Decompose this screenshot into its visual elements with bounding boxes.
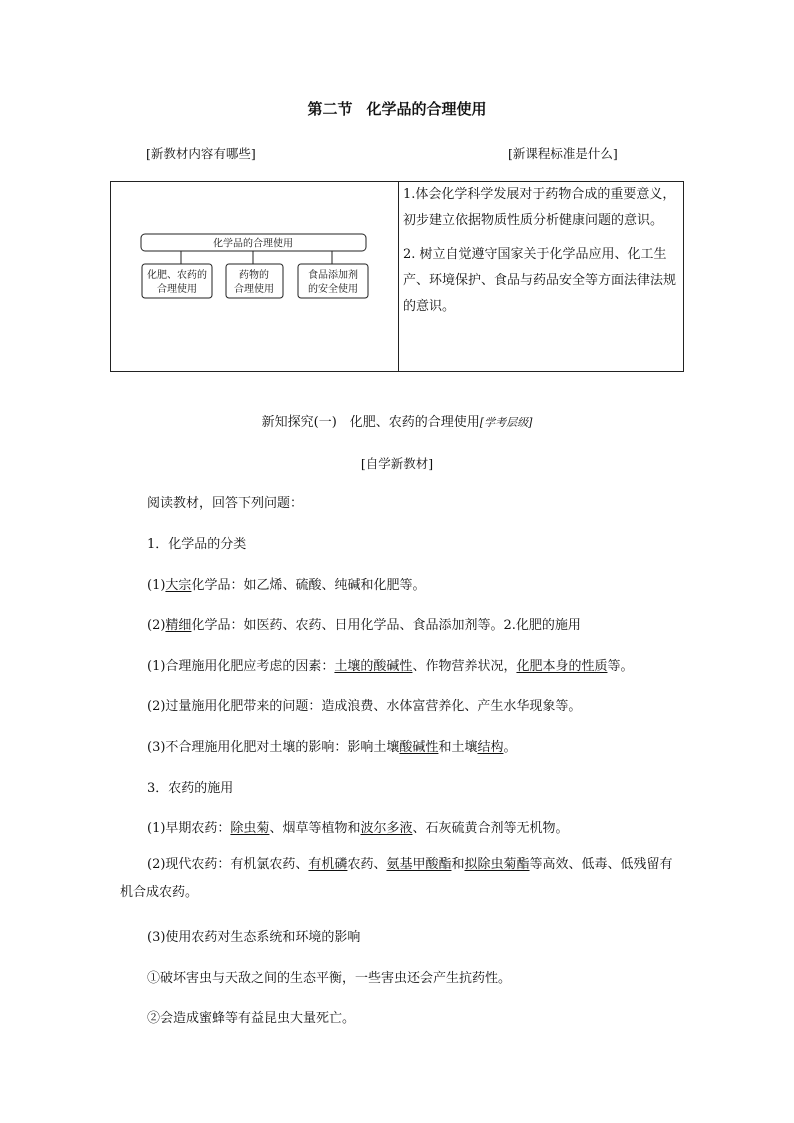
diagram-child-label: 合理使用 <box>234 284 274 295</box>
para-ecology-impact: (3)使用农药对生态系统和环境的影响 <box>147 930 361 945</box>
diagram-child-label: 药物的 <box>239 270 269 281</box>
standards-header: [新课程标准是什么] <box>508 146 618 161</box>
curriculum-standards <box>403 182 685 320</box>
para-fine-chemicals: (2)精细化学品：如医药、农药、日用化学品、食品添加剂等。2.化肥的施用 <box>147 618 581 633</box>
section-heading <box>0 411 794 430</box>
diagram-child-label: 食品添加剂 <box>308 270 358 281</box>
section-subheading: [自学新教材] <box>360 456 434 471</box>
heading-classification: 1．化学品的分类 <box>147 537 247 552</box>
title-section-number: 第二节 <box>307 100 353 118</box>
diagram-child-label: 合理使用 <box>157 284 197 295</box>
para-fertilizer-overuse: (2)过量施用化肥带来的问题：造成浪费、水体富营养化、产生水华现象等。 <box>147 699 582 714</box>
para-modern-pesticides: (2)现代农药：有机氯农药、有机磷农药、氨基甲酸酯和拟除虫菊酯等高效、低毒、低残留有机合成农药。 <box>120 857 673 900</box>
level-tag: [学考层级] <box>479 416 533 429</box>
para-ecology-item-2: ②会造成蜜蜂等有益昆虫大量死亡。 <box>147 1011 356 1026</box>
standard-item-1: 1.体会化学科学发展对于药物合成的重要意义，初步建立依据物质性质分析健康问题的意识。 <box>403 187 676 228</box>
para-fertilizer-factors: (1)合理施用化肥应考虑的因素：土壤的酸碱性、作物营养状况，化肥本身的性质等。 <box>147 659 634 674</box>
diagram-child-label: 化肥、农药的 <box>147 270 207 281</box>
page-title <box>0 98 794 119</box>
intro-text: 阅读教材，回答下列问题： <box>147 496 304 511</box>
para-ecology-item-1: ①破坏害虫与天敌之间的生态平衡，一些害虫还会产生抗药性。 <box>147 971 512 986</box>
para-bulk-chemicals: (1)大宗化学品：如乙烯、硫酸、纯碱和化肥等。 <box>147 578 426 593</box>
title-text: 化学品的合理使用 <box>366 100 487 118</box>
table-divider <box>398 182 399 371</box>
content-header: [新教材内容有哪些] <box>146 146 256 161</box>
standard-item-2: 2. 树立自觉遵守国家关于化学品应用、化工生产、环境保护、食品与药品安全等方面法律法规的意识。 <box>403 247 677 314</box>
heading-pesticides: 3．农药的施用 <box>147 781 234 796</box>
para-early-pesticides: (1)早期农药：除虫菊、烟草等植物和波尔多液、石灰硫黄合剂等无机物。 <box>147 821 569 836</box>
diagram-root-label: 化学品的合理使用 <box>213 238 293 250</box>
overview-table <box>110 181 684 372</box>
concept-diagram <box>111 182 398 371</box>
section-heading-text: 新知探究(一) 化肥、农药的合理使用 <box>261 415 480 430</box>
para-soil-impact: (3)不合理施用化肥对土壤的影响：影响土壤酸碱性和土壤结构。 <box>147 740 517 755</box>
diagram-child-label: 的安全使用 <box>308 284 358 295</box>
